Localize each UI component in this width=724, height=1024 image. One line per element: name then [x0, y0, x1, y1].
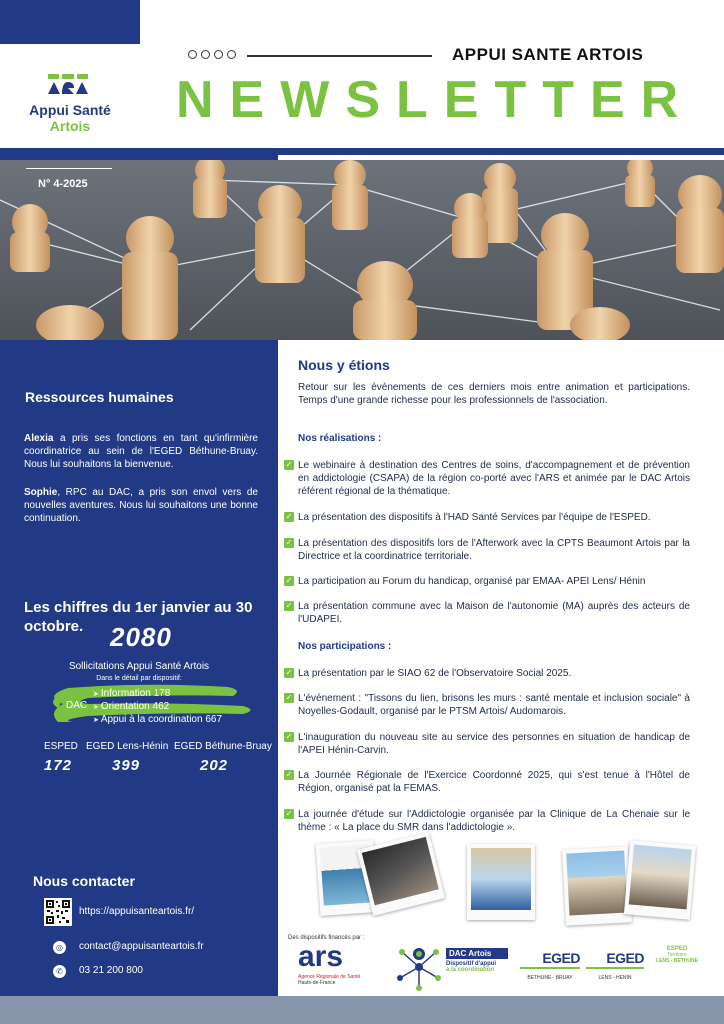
- list-item-text: La présentation des dispositifs à l'HAD Santé Services par l'équipe de l'ESPED.: [298, 512, 651, 523]
- header-band: [140, 148, 724, 155]
- ars-logo: [298, 942, 378, 992]
- logo-mark-icon: [48, 74, 88, 94]
- stat-name: EGED Lens-Hénin: [86, 741, 169, 752]
- stat-eged-lens: [86, 741, 168, 774]
- stats-title: Les chiffres du 1er janvier au 30 octobre.: [24, 599, 253, 635]
- dac-item: ➤ Appui à la coordination 667: [93, 714, 222, 727]
- footer-bar: [0, 996, 724, 1024]
- contact-phone[interactable]: 03 21 200 800: [79, 965, 143, 976]
- list-item: [284, 600, 690, 626]
- rh-text: , RPC au DAC, a pris son envol vers de nouvelles aventures. Nous lui souhaitons une bonne continuation.: [24, 487, 258, 524]
- checkbox-icon: ✓: [285, 693, 293, 702]
- dac-title: DAC Artois: [446, 948, 508, 959]
- list-item-text: La participation au Forum du handicap, organisé par EMAA- APEI Lens/ Hénin: [298, 576, 646, 587]
- contact-email-link[interactable]: contact@appuisanteartois.fr: [79, 941, 204, 952]
- rh-name: Sophie: [24, 487, 58, 498]
- phone-icon: ✆: [53, 965, 66, 978]
- logo-subtitle: Artois: [49, 118, 91, 134]
- stat-value: 202: [200, 757, 229, 774]
- checkbox-icon: ✓: [285, 512, 293, 521]
- stats-detail-label: Dans le détail par dispositif:: [96, 675, 182, 682]
- contact-website-link[interactable]: https://appuisanteartois.fr/: [79, 906, 195, 917]
- realisations-heading: Nos réalisations :: [298, 433, 382, 444]
- ars-wordmark: ars: [298, 940, 344, 973]
- logo-name: Appui Santé: [29, 102, 111, 118]
- rh-paragraph-alexia: [24, 432, 258, 471]
- logo: [0, 44, 140, 148]
- ars-subtitle: Agence Régionale de Santé: [298, 974, 361, 980]
- issue-number: N° 4-2025: [38, 178, 88, 190]
- checkbox-icon: ✓: [285, 732, 293, 741]
- eged-rule: [520, 967, 580, 969]
- checkbox-icon: ✓: [285, 460, 293, 469]
- list-item: [284, 667, 690, 680]
- rh-paragraph-sophie: [24, 486, 258, 525]
- checkbox-icon: ✓: [285, 601, 293, 610]
- dac-sub: Dispositif d'appui: [446, 961, 497, 967]
- header-dots: [188, 50, 236, 59]
- dot-icon: [227, 50, 236, 59]
- event-photo: [467, 844, 535, 920]
- eged-wordmark: EGED: [606, 950, 644, 966]
- dot-icon: [214, 50, 223, 59]
- stat-eged-bethune: [174, 741, 272, 774]
- dot-icon: [188, 50, 197, 59]
- ars-region: Hauts-de-France: [298, 980, 336, 986]
- eged-tag: LENS - HENIN: [598, 975, 632, 981]
- stat-esped: [44, 741, 78, 774]
- checkbox-icon: ✓: [285, 538, 293, 547]
- list-item-text: La journée d'étude sur l'Addictologie organisée par la Clinique de La Chenaie sur le thème : « La place du SMR dans l'addictologie ».: [298, 809, 690, 833]
- list-item-text: Le webinaire à destination des Centres de soins, d'accompagnement et de prévention en addictologie (CSAPA) de la région co-porté avec l'ARS et animée par le DAC Artois référent régional de la thématique.: [298, 460, 690, 497]
- checkbox-icon: ✓: [285, 809, 293, 818]
- esped-sub2: LENS - BETHUNE: [656, 958, 698, 964]
- qr-code-icon[interactable]: [44, 898, 72, 926]
- dac-item: ➤ Orientation 462: [93, 701, 222, 714]
- newsletter-title: NEWSLETTER: [176, 71, 695, 129]
- stats-subtitle: Sollicitations Appui Santé Artois: [68, 661, 210, 672]
- intro-paragraph: Retour sur les évènements de ces derniers mois entre animation et participations. Temps d'une grande richesse pour les professionnels de l'association.: [298, 382, 690, 406]
- list-item-text: La présentation des dispositifs lors de l'Afterwork avec la CPTS Beaumont Artois par la Directrice et la coordinatrice territoriale.: [298, 538, 690, 562]
- eged-lens-logo: [586, 950, 644, 986]
- section-title-ressources: Ressources humaines: [25, 389, 174, 405]
- dac-network-icon: [394, 942, 444, 992]
- contact-title: Nous contacter: [33, 873, 135, 889]
- stat-value: 172: [44, 757, 73, 774]
- list-item: [284, 692, 690, 718]
- checkbox-icon: ✓: [285, 576, 293, 585]
- dac-list: [93, 688, 222, 727]
- header-navy-block: [0, 0, 140, 44]
- list-item-text: L'inauguration du nouveau site au service des personnes en situation de handicap de l'APEI Hénin-Carvin.: [298, 732, 690, 756]
- participations-heading: Nos participations :: [298, 641, 392, 652]
- dac-label: DAC: [66, 700, 88, 711]
- event-photo: [562, 846, 632, 925]
- esped-title: ESPED: [666, 946, 688, 952]
- eged-tag: BETHUNE - BRUAY: [527, 975, 573, 981]
- hero-image-wooden-figures-network: [0, 160, 724, 340]
- stat-value: 399: [112, 757, 141, 774]
- list-item: [284, 537, 690, 563]
- rh-name: Alexia: [24, 433, 54, 444]
- rh-text: a pris ses fonctions en tant qu'infirmière coordinatrice au sein de l'EGED Béthune-Bruay. Nous lui souhaitons la bienvenue.: [24, 433, 258, 470]
- dac-sub2: à la coordination: [446, 967, 495, 973]
- eged-bethune-logo: [520, 950, 580, 986]
- stats-total: 2080: [110, 622, 172, 652]
- list-item-text: La présentation par le SIAO 62 de l'Observatoire Social 2025.: [298, 668, 572, 679]
- list-item: [284, 769, 690, 795]
- list-item: [284, 459, 690, 498]
- event-photo: [624, 840, 696, 919]
- list-item: [284, 731, 690, 757]
- funders-label: Des dispositifs financés par :: [288, 935, 365, 941]
- dot-icon: [201, 50, 210, 59]
- header-divider: [247, 55, 432, 57]
- stat-name: EGED Béthune-Bruay: [174, 741, 272, 752]
- org-title: APPUI SANTE ARTOIS: [452, 45, 644, 64]
- checkbox-icon: ✓: [285, 668, 293, 677]
- esped-sub: Territoire: [667, 952, 687, 958]
- esped-logo: [652, 946, 702, 964]
- list-item-text: L'événement : "Tissons du lien, brisons les murs : santé mentale et inclusion sociale" à Noyelles-Godault, organisé par le PTSM Artois/ Audomarois.: [298, 693, 690, 717]
- issue-rule: [26, 168, 112, 169]
- list-item-text: La présentation commune avec la Maison de l'autonomie (MA) auprès des acteurs de l'UDAPEI.: [298, 601, 690, 625]
- globe-icon: ◎: [53, 941, 66, 954]
- list-item: [284, 511, 690, 524]
- list-item: [284, 808, 690, 834]
- list-item-text: La Journée Régionale de l'Exercice Coordonné 2025, qui s'est tenue à l'Hôtel de Région, organisé pat la FEMAS.: [298, 770, 690, 794]
- dac-artois-logo: [446, 948, 508, 973]
- eged-wordmark: EGED: [542, 950, 580, 966]
- stat-name: ESPED: [44, 741, 78, 752]
- dac-item: ➤ Information 178: [93, 688, 222, 701]
- eged-rule: [586, 967, 644, 969]
- section-title-nous-y-etions: Nous y étions: [298, 357, 390, 373]
- list-item: [284, 575, 690, 588]
- checkbox-icon: ✓: [285, 770, 293, 779]
